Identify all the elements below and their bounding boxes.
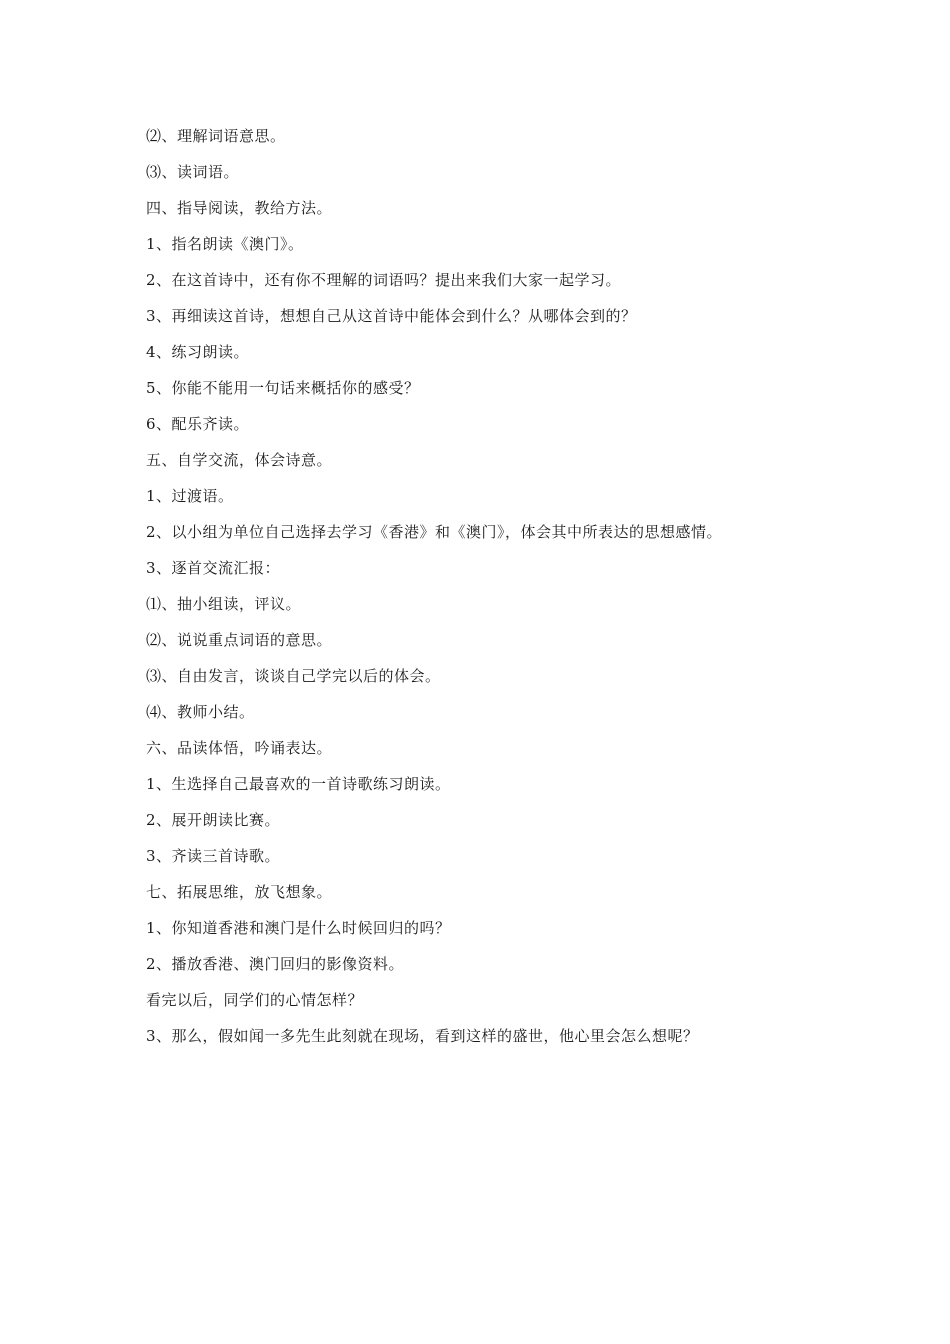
text-line: 6、配乐齐读。 [146, 415, 250, 433]
text-line: 3、再细读这首诗，想想自己从这首诗中能体会到什么？从哪体会到的？ [146, 307, 637, 325]
text-line: ⑶、读词语。 [146, 163, 240, 181]
text-line: 3、逐首交流汇报： [146, 559, 281, 577]
text-line: 2、以小组为单位自己选择去学习《香港》和《澳门》，体会其中所表达的思想感情。 [146, 523, 723, 541]
text-line: 2、展开朗读比赛。 [146, 811, 281, 829]
text-line: 2、播放香港、澳门回归的影像资料。 [146, 955, 405, 973]
text-line: 1、生选择自己最喜欢的一首诗歌练习朗读。 [146, 775, 451, 793]
text-line: ⑵、理解词语意思。 [146, 127, 286, 145]
text-line: ⑷、教师小结。 [146, 703, 255, 721]
document-body [146, 124, 826, 1060]
text-line: 5、你能不能用一句话来概括你的感受？ [146, 379, 420, 397]
text-line: 1、你知道香港和澳门是什么时候回归的吗？ [146, 919, 451, 937]
text-line: ⑴、抽小组读，评议。 [146, 595, 302, 613]
section-heading: 六、品读体悟，吟诵表达。 [146, 739, 333, 757]
text-line: 1、指名朗读《澳门》。 [146, 235, 304, 253]
text-line: 3、齐读三首诗歌。 [146, 847, 281, 865]
text-line: 1、过渡语。 [146, 487, 234, 505]
section-heading: 四、指导阅读，教给方法。 [146, 199, 333, 217]
section-heading: 五、自学交流，体会诗意。 [146, 451, 333, 469]
text-line: 2、在这首诗中，还有你不理解的词语吗？提出来我们大家一起学习。 [146, 271, 622, 289]
text-line: ⑵、说说重点词语的意思。 [146, 631, 333, 649]
text-line: 看完以后，同学们的心情怎样？ [146, 991, 364, 1009]
text-line: 4、练习朗读。 [146, 343, 250, 361]
text-line: ⑶、自由发言，谈谈自己学完以后的体会。 [146, 667, 441, 685]
section-heading: 七、拓展思维，放飞想象。 [146, 883, 333, 901]
text-line: 3、那么，假如闻一多先生此刻就在现场，看到这样的盛世，他心里会怎么想呢？ [146, 1027, 699, 1045]
